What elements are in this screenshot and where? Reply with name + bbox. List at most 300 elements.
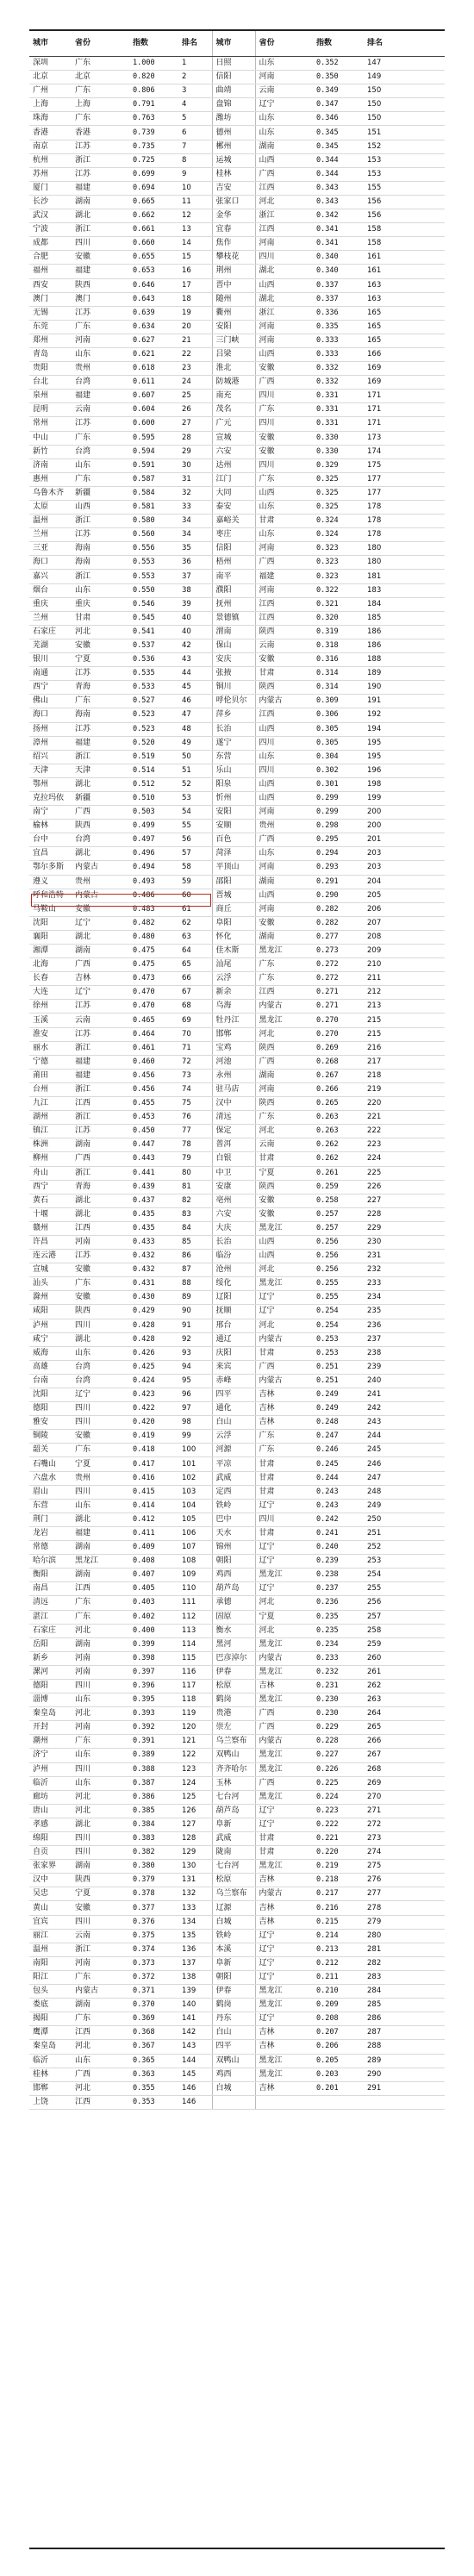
- ranking-table-container: [29, 29, 445, 2549]
- table-row: [29, 126, 445, 140]
- rank-cell-left: 13: [178, 223, 212, 237]
- index-cell-left: 0.424: [129, 1374, 178, 1388]
- city-cell-left: 娄底: [29, 1999, 72, 2012]
- index-cell-left: 0.536: [129, 653, 178, 667]
- city-cell-right: 鹤岗: [212, 1693, 255, 1707]
- city-cell-right: 河池: [212, 1055, 255, 1069]
- city-cell-right: 永州: [212, 1069, 255, 1082]
- table-row: [29, 2095, 445, 2109]
- index-cell-left: 0.391: [129, 1735, 178, 1749]
- rank-cell-right: 153: [364, 167, 445, 181]
- rank-cell-right: 216: [364, 1041, 445, 1055]
- table-row: [29, 209, 445, 223]
- index-cell-left: 0.435: [129, 1221, 178, 1235]
- city-cell-right: 鹤岗: [212, 1999, 255, 2012]
- rank-cell-right: 248: [364, 1485, 445, 1499]
- index-cell-right: 0.324: [313, 528, 364, 542]
- index-cell-left: 0.383: [129, 1832, 178, 1846]
- index-cell-left: 0.387: [129, 1776, 178, 1790]
- rank-cell-right: 177: [364, 472, 445, 486]
- table-row: [29, 1097, 445, 1111]
- table-row: [29, 1637, 445, 1651]
- city-cell-right: 安康: [212, 1180, 255, 1194]
- rank-cell-right: 278: [364, 1901, 445, 1915]
- city-cell-right: 阜新: [212, 1818, 255, 1831]
- province-cell-left: 宁夏: [72, 653, 129, 667]
- table-row: [29, 528, 445, 542]
- province-cell-left: 山东: [72, 1499, 129, 1513]
- rank-cell-left: 120: [178, 1721, 212, 1735]
- index-cell-left: 0.581: [129, 501, 178, 515]
- rank-cell-left: 70: [178, 1027, 212, 1041]
- rank-cell-left: 67: [178, 986, 212, 1000]
- index-cell-right: 0.340: [313, 251, 364, 265]
- table-row: [29, 195, 445, 209]
- rank-cell-right: 150: [364, 98, 445, 112]
- table-row: [29, 1374, 445, 1388]
- city-cell-left: 马鞍山: [29, 902, 72, 916]
- rank-cell-left: 10: [178, 181, 212, 195]
- index-cell-right: 0.268: [313, 1055, 364, 1069]
- index-cell-left: 0.660: [129, 237, 178, 251]
- table-row: [29, 708, 445, 722]
- rank-cell-right: 251: [364, 1526, 445, 1540]
- index-cell-right: 0.290: [313, 889, 364, 902]
- city-cell-right: 云浮: [212, 972, 255, 986]
- province-cell-right: 安徽: [255, 445, 313, 458]
- rank-cell-right: 150: [364, 112, 445, 126]
- table-row: [29, 376, 445, 390]
- index-cell-left: 0.655: [129, 251, 178, 265]
- province-cell-left: 广东: [72, 57, 129, 71]
- city-cell-left: 台州: [29, 1082, 72, 1096]
- province-cell-right: 湖北: [255, 265, 313, 278]
- province-cell-left: 新疆: [72, 486, 129, 500]
- city-cell-left: 北京: [29, 71, 72, 84]
- rank-cell-left: 52: [178, 777, 212, 791]
- rank-cell-left: 81: [178, 1180, 212, 1194]
- city-cell-left: 兰州: [29, 528, 72, 542]
- province-cell-left: 安徽: [72, 1291, 129, 1305]
- index-cell-left: 0.473: [129, 972, 178, 986]
- rank-cell-right: 233: [364, 1277, 445, 1291]
- index-cell-right: 0.302: [313, 764, 364, 777]
- city-cell-left: 邯郸: [29, 2081, 72, 2095]
- city-cell-right: 武威: [212, 1832, 255, 1846]
- rank-cell-right: 150: [364, 84, 445, 98]
- index-cell-right: 0.343: [313, 181, 364, 195]
- rank-cell-right: 222: [364, 1125, 445, 1138]
- rank-cell-left: 51: [178, 764, 212, 777]
- city-cell-left: 秦皇岛: [29, 1707, 72, 1721]
- city-cell-right: 承德: [212, 1596, 255, 1610]
- index-cell-left: 0.694: [129, 181, 178, 195]
- rank-cell-right: 264: [364, 1707, 445, 1721]
- province-cell-right: 云南: [255, 639, 313, 652]
- table-row: [29, 1111, 445, 1125]
- city-cell-right: 驻马店: [212, 1082, 255, 1096]
- rank-cell-right: 205: [364, 889, 445, 902]
- city-cell-right: 汉中: [212, 1097, 255, 1111]
- rank-cell-left: 79: [178, 1152, 212, 1166]
- table-row: [29, 1277, 445, 1291]
- index-cell-right: 0.221: [313, 1832, 364, 1846]
- city-cell-left: 潮州: [29, 1735, 72, 1749]
- city-cell-right: 景德镇: [212, 611, 255, 625]
- province-cell-right: 湖南: [255, 875, 313, 889]
- rank-cell-left: 94: [178, 1360, 212, 1374]
- index-cell-right: 0.298: [313, 820, 364, 833]
- rank-cell-right: [364, 2095, 445, 2109]
- province-cell-left: 湖北: [72, 1207, 129, 1221]
- city-cell-right: 玉林: [212, 1776, 255, 1790]
- city-cell-left: 长春: [29, 972, 72, 986]
- rank-cell-right: 277: [364, 1887, 445, 1901]
- index-cell-left: 0.496: [129, 847, 178, 861]
- rank-cell-left: 29: [178, 445, 212, 458]
- city-cell-left: 铜陵: [29, 1430, 72, 1444]
- province-cell-right: 湖南: [255, 140, 313, 153]
- index-cell-right: 0.273: [313, 945, 364, 958]
- city-cell-right: 牡丹江: [212, 1014, 255, 1027]
- rank-cell-left: 143: [178, 2040, 212, 2054]
- index-cell-right: 0.269: [313, 1041, 364, 1055]
- city-cell-right: 茂名: [212, 403, 255, 417]
- province-cell-left: 浙江: [72, 153, 129, 167]
- rank-cell-right: 217: [364, 1055, 445, 1069]
- index-cell-left: 0.464: [129, 1027, 178, 1041]
- rank-cell-left: 40: [178, 611, 212, 625]
- province-cell-right: 辽宁: [255, 2012, 313, 2026]
- rank-cell-right: 287: [364, 2026, 445, 2040]
- province-cell-left: 海南: [72, 542, 129, 556]
- city-cell-right: 枣庄: [212, 528, 255, 542]
- city-cell-left: 汉中: [29, 1874, 72, 1887]
- index-cell-left: 0.519: [129, 750, 178, 764]
- rank-cell-left: 58: [178, 861, 212, 875]
- city-cell-left: 惠州: [29, 472, 72, 486]
- index-cell-left: 0.425: [129, 1360, 178, 1374]
- index-cell-left: 0.486: [129, 889, 178, 902]
- table-row: [29, 1582, 445, 1596]
- city-cell-right: 梧州: [212, 556, 255, 570]
- city-cell-right: 阜新: [212, 1956, 255, 1970]
- city-cell-right: 金华: [212, 209, 255, 223]
- index-cell-left: 0.791: [129, 98, 178, 112]
- city-cell-left: 阳江: [29, 1970, 72, 1984]
- city-cell-right: 乌兰察布: [212, 1887, 255, 1901]
- table-row: [29, 958, 445, 972]
- city-cell-left: 揭阳: [29, 2012, 72, 2026]
- city-cell-left: 温州: [29, 515, 72, 528]
- rank-cell-left: 115: [178, 1651, 212, 1665]
- index-cell-right: 0.337: [313, 292, 364, 306]
- rank-cell-right: 209: [364, 945, 445, 958]
- province-cell-right: 广西: [255, 1707, 313, 1721]
- table-row: [29, 251, 445, 265]
- province-cell-right: 甘肃: [255, 515, 313, 528]
- index-cell-right: 0.333: [313, 334, 364, 347]
- index-cell-left: 0.432: [129, 1263, 178, 1277]
- table-row: [29, 1721, 445, 1735]
- rank-cell-right: 271: [364, 1804, 445, 1818]
- city-cell-right: 南平: [212, 570, 255, 583]
- table-row: [29, 1152, 445, 1166]
- table-row: [29, 916, 445, 930]
- city-cell-right: 濮阳: [212, 583, 255, 597]
- city-cell-right: 达州: [212, 458, 255, 472]
- city-cell-left: 漯河: [29, 1665, 72, 1679]
- table-row: [29, 1513, 445, 1526]
- index-cell-right: 0.263: [313, 1125, 364, 1138]
- province-cell-right: 江西: [255, 611, 313, 625]
- province-cell-left: 湖北: [72, 1818, 129, 1831]
- index-cell-right: 0.201: [313, 2081, 364, 2095]
- city-cell-left: 韶关: [29, 1444, 72, 1457]
- rank-cell-left: 37: [178, 570, 212, 583]
- rank-cell-right: 235: [364, 1305, 445, 1319]
- rank-cell-left: 44: [178, 667, 212, 681]
- index-cell-left: 0.483: [129, 902, 178, 916]
- rank-cell-left: 146: [178, 2081, 212, 2095]
- index-cell-right: 0.219: [313, 1860, 364, 1874]
- rank-cell-right: 198: [364, 777, 445, 791]
- city-cell-left: 长沙: [29, 195, 72, 209]
- index-cell-left: 0.422: [129, 1402, 178, 1416]
- city-cell-right: 晋中: [212, 278, 255, 292]
- index-cell-right: 0.340: [313, 265, 364, 278]
- city-cell-right: 白银: [212, 1152, 255, 1166]
- index-cell-left: 0.621: [129, 347, 178, 361]
- index-cell-left: 0.735: [129, 140, 178, 153]
- city-cell-left: 天津: [29, 764, 72, 777]
- province-cell-right: 广东: [255, 1444, 313, 1457]
- table-row: [29, 833, 445, 847]
- index-cell-right: 0.254: [313, 1319, 364, 1332]
- rank-cell-right: 165: [364, 334, 445, 347]
- table-row: [29, 1082, 445, 1096]
- table-row: [29, 1956, 445, 1970]
- rank-cell-right: 195: [364, 736, 445, 750]
- table-row: [29, 1569, 445, 1582]
- index-cell-right: 0.330: [313, 431, 364, 445]
- city-cell-right: 巴中: [212, 1513, 255, 1526]
- city-cell-left: 贵阳: [29, 362, 72, 376]
- index-cell-right: 0.266: [313, 1082, 364, 1096]
- table-row: [29, 570, 445, 583]
- rank-cell-right: 215: [364, 1027, 445, 1041]
- province-cell-left: 江苏: [72, 306, 129, 320]
- province-cell-left: 安徽: [72, 1263, 129, 1277]
- province-cell-left: 四川: [72, 1402, 129, 1416]
- table-row: [29, 1804, 445, 1818]
- table-row: [29, 2040, 445, 2054]
- city-cell-right: 六安: [212, 1207, 255, 1221]
- province-cell-right: 河北: [255, 1319, 313, 1332]
- rank-cell-right: 243: [364, 1416, 445, 1430]
- index-cell-right: 0.261: [313, 1166, 364, 1180]
- index-cell-left: 0.409: [129, 1541, 178, 1555]
- city-index-ranking-table: [29, 31, 445, 2110]
- table-row: [29, 1014, 445, 1027]
- province-cell-right: 山西: [255, 1250, 313, 1263]
- province-cell-left: 安徽: [72, 251, 129, 265]
- province-cell-right: 山东: [255, 501, 313, 515]
- index-cell-right: 0.216: [313, 1901, 364, 1915]
- index-cell-left: 0.367: [129, 2040, 178, 2054]
- rank-cell-right: 220: [364, 1097, 445, 1111]
- province-cell-left: 山东: [72, 1346, 129, 1360]
- table-row: [29, 653, 445, 667]
- index-cell-left: 0.470: [129, 1000, 178, 1014]
- table-row: [29, 583, 445, 597]
- index-cell-left: 0.433: [129, 1235, 178, 1249]
- city-cell-right: 邵阳: [212, 875, 255, 889]
- province-cell-left: 河北: [72, 2040, 129, 2054]
- province-cell-left: 四川: [72, 1319, 129, 1332]
- city-cell-right: 日照: [212, 57, 255, 71]
- province-cell-right: 广西: [255, 376, 313, 390]
- index-cell-left: 0.455: [129, 1097, 178, 1111]
- index-cell-right: 0.337: [313, 278, 364, 292]
- index-cell-left: 0.432: [129, 1250, 178, 1263]
- table-row: [29, 2026, 445, 2040]
- rank-cell-right: 261: [364, 1665, 445, 1679]
- index-cell-left: 0.415: [129, 1485, 178, 1499]
- city-cell-right: 广元: [212, 417, 255, 431]
- rank-cell-right: 149: [364, 71, 445, 84]
- province-cell-left: 湖北: [72, 847, 129, 861]
- rank-cell-left: 63: [178, 930, 212, 944]
- index-cell-left: 0.396: [129, 1679, 178, 1693]
- province-cell-left: 福建: [72, 1069, 129, 1082]
- index-cell-left: 0.520: [129, 736, 178, 750]
- city-cell-right: 焦作: [212, 237, 255, 251]
- rank-cell-left: 34: [178, 515, 212, 528]
- table-row: [29, 902, 445, 916]
- rank-cell-left: 116: [178, 1665, 212, 1679]
- city-cell-left: 六盘水: [29, 1471, 72, 1485]
- province-cell-right: 福建: [255, 570, 313, 583]
- city-cell-left: 鄂州: [29, 777, 72, 791]
- city-cell-right: 河源: [212, 1444, 255, 1457]
- index-cell-left: 0.363: [129, 2068, 178, 2081]
- rank-cell-right: 239: [364, 1360, 445, 1374]
- rank-cell-right: 175: [364, 458, 445, 472]
- city-cell-right: 随州: [212, 292, 255, 306]
- city-cell-right: 保山: [212, 639, 255, 652]
- table-row: [29, 736, 445, 750]
- rank-cell-left: 140: [178, 1999, 212, 2012]
- index-cell-left: 0.371: [129, 1985, 178, 1999]
- table-row: [29, 986, 445, 1000]
- table-row: [29, 2068, 445, 2081]
- province-cell-left: 广东: [72, 431, 129, 445]
- city-cell-left: 许昌: [29, 1235, 72, 1249]
- city-cell-left: 烟台: [29, 583, 72, 597]
- city-cell-right: 伊春: [212, 1665, 255, 1679]
- province-cell-left: 台湾: [72, 1374, 129, 1388]
- rank-cell-left: 3: [178, 84, 212, 98]
- index-cell-right: 0.241: [313, 1526, 364, 1540]
- province-cell-left: 江苏: [72, 1027, 129, 1041]
- city-cell-left: 株洲: [29, 1138, 72, 1152]
- rank-cell-right: 229: [364, 1221, 445, 1235]
- province-cell-left: 辽宁: [72, 986, 129, 1000]
- rank-cell-left: 93: [178, 1346, 212, 1360]
- index-cell-right: 0.295: [313, 833, 364, 847]
- city-cell-right: 普洱: [212, 1138, 255, 1152]
- city-cell-left: 东营: [29, 1499, 72, 1513]
- city-cell-left: 自贡: [29, 1846, 72, 1860]
- rank-cell-right: 281: [364, 1943, 445, 1956]
- province-cell-right: 辽宁: [255, 1804, 313, 1818]
- city-cell-left: 青岛: [29, 347, 72, 361]
- province-cell-left: 广东: [72, 472, 129, 486]
- city-cell-left: 开封: [29, 1721, 72, 1735]
- index-cell-left: 0.412: [129, 1513, 178, 1526]
- province-cell-left: 四川: [72, 1915, 129, 1929]
- city-cell-left: 绍兴: [29, 750, 72, 764]
- province-cell-left: 河南: [72, 1235, 129, 1249]
- table-row: [29, 1874, 445, 1887]
- rank-cell-left: 6: [178, 126, 212, 140]
- city-cell-right: 临汾: [212, 1250, 255, 1263]
- province-cell-right: 云南: [255, 84, 313, 98]
- index-cell-left: 0.580: [129, 515, 178, 528]
- province-cell-left: 浙江: [72, 1111, 129, 1125]
- index-cell-right: 0.335: [313, 320, 364, 334]
- province-cell-left: 河南: [72, 1665, 129, 1679]
- table-row: [29, 167, 445, 181]
- index-cell-left: 0.429: [129, 1305, 178, 1319]
- city-cell-right: 黑河: [212, 1637, 255, 1651]
- table-body: [29, 57, 445, 2110]
- province-cell-left: 陕西: [72, 1305, 129, 1319]
- province-cell-left: 浙江: [72, 750, 129, 764]
- table-row: [29, 181, 445, 195]
- table-row: [29, 1818, 445, 1831]
- rank-cell-left: 88: [178, 1277, 212, 1291]
- rank-cell-right: 241: [364, 1388, 445, 1402]
- province-cell-right: 河南: [255, 861, 313, 875]
- index-cell-right: 0.343: [313, 195, 364, 209]
- province-cell-left: 福建: [72, 390, 129, 403]
- city-cell-right: 遂宁: [212, 736, 255, 750]
- rank-cell-left: 142: [178, 2026, 212, 2040]
- table-row: [29, 292, 445, 306]
- table-row: [29, 1250, 445, 1263]
- province-cell-right: 黑龙江: [255, 1762, 313, 1776]
- rank-cell-right: 279: [364, 1915, 445, 1929]
- city-cell-left: 淄博: [29, 1693, 72, 1707]
- index-cell-left: 0.600: [129, 417, 178, 431]
- city-cell-left: 嘉兴: [29, 570, 72, 583]
- province-cell-left: 河北: [72, 1707, 129, 1721]
- province-cell-left: 广东: [72, 112, 129, 126]
- province-cell-left: 山东: [72, 1749, 129, 1762]
- index-cell-left: 0.389: [129, 1749, 178, 1762]
- index-cell-right: 0.229: [313, 1721, 364, 1735]
- city-cell-left: 郑州: [29, 334, 72, 347]
- rank-cell-right: 180: [364, 542, 445, 556]
- rank-cell-right: 282: [364, 1956, 445, 1970]
- province-cell-right: 甘肃: [255, 1526, 313, 1540]
- rank-cell-right: 186: [364, 639, 445, 652]
- rank-cell-left: 76: [178, 1111, 212, 1125]
- index-cell-right: 0.305: [313, 736, 364, 750]
- province-cell-right: 黑龙江: [255, 1665, 313, 1679]
